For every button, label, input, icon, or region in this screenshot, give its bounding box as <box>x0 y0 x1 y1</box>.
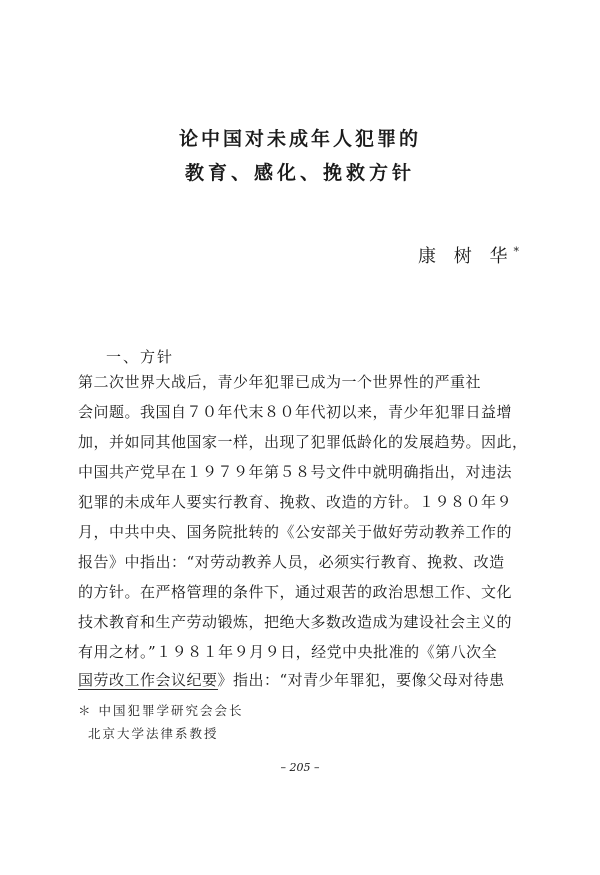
title-line-1: 论中国对未成年人犯罪的 <box>178 128 421 150</box>
title-line-2: 教育、感化、挽救方针 <box>184 162 415 184</box>
body-line: 会问题。我国自７０年代末８０年代初以来，青少年犯罪日益增 <box>78 403 513 421</box>
author-footnote-mark: * <box>513 245 519 258</box>
section-heading: 一、方针 <box>106 348 175 366</box>
body-line: 国劳改工作会议纪要》指出：“对青少年罪犯，要像父母对待患 <box>78 671 505 689</box>
footnote-divider <box>78 689 218 690</box>
body-line: 技术教育和生产劳动锻炼，把绝大多数改造成为建设社会主义的 <box>78 613 513 631</box>
footnote-line-2: 北京大学法律系教授 <box>88 726 219 741</box>
body-line: 月，中共中央、国务院批转的《公安部关于做好劳动教养工作的 <box>78 523 513 541</box>
body-line: 中国共产党早在１９７９年第５８号文件中就明确指出，对违法 <box>78 463 513 481</box>
page-number: – 205 – <box>280 761 320 774</box>
body-line: 第二次世界大战后，青少年犯罪已成为一个世界性的严重社 <box>78 373 482 391</box>
body-line: 的方针。在严格管理的条件下，通过艰苦的政治思想工作、文化 <box>78 583 513 601</box>
footnote-line-1: ＊ 中国犯罪学研究会会长 <box>78 703 244 718</box>
author-name <box>418 242 519 268</box>
author-name-text: 康 树 华 <box>418 246 514 267</box>
body-line: 犯罪的未成年人要实行教育、挽救、改造的方针。１９８０年９ <box>78 493 513 511</box>
body-line: 报告》中指出：“对劳动教养人员，必须实行教育、挽救、改造 <box>78 553 505 571</box>
body-line: 有用之材。”１９８１年９月９日，经党中央批准的《第八次全 <box>78 643 498 661</box>
body-line: 加，并如同其他国家一样，出现了犯罪低龄化的发展趋势。因此， <box>78 433 528 451</box>
